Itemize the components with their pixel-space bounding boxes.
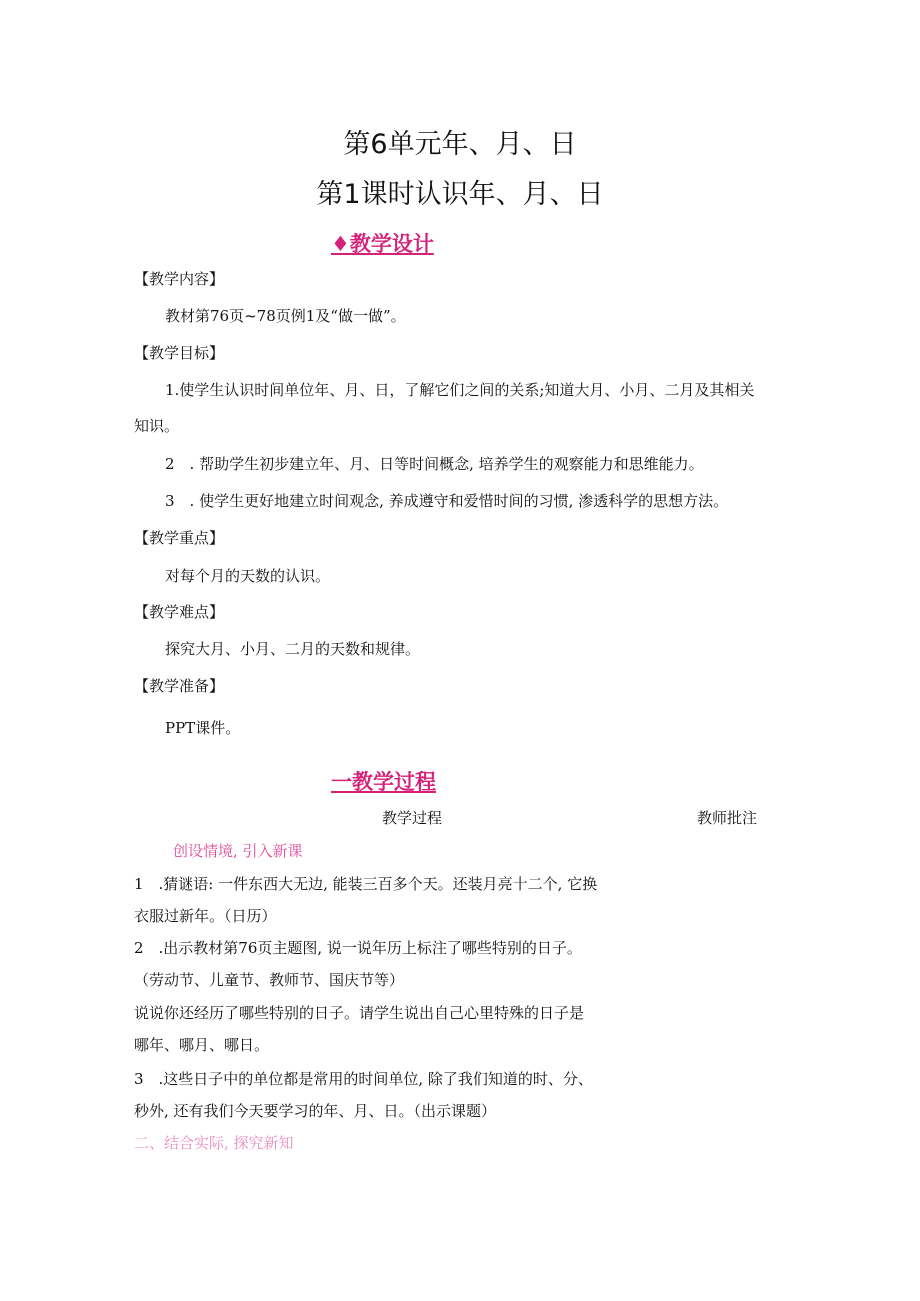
section-teaching-process: 一教学过程 — [331, 770, 436, 794]
key-points-text: 对每个月的天数的认识。 — [165, 567, 331, 585]
heading-teaching-goals: 【教学目标】 — [134, 344, 225, 362]
goal-2: 2 . 帮助学生初步建立年、月、日等时间概念, 培养学生的观察能力和思维能力。 — [165, 455, 704, 473]
heading-preparation: 【教学准备】 — [134, 677, 225, 695]
goal-1-line-2: 知识。 — [134, 417, 180, 435]
heading-difficulties: 【教学难点】 — [134, 603, 225, 621]
paragraph-2-line-4: 哪年、哪月、哪日。 — [134, 1036, 270, 1054]
step-2-title: 二、结合实际, 探究新知 — [134, 1134, 294, 1152]
paragraph-2-line-1: 2 .出示教材第76页主题图, 说一说年历上标注了哪些特别的日子。 — [134, 939, 582, 957]
paragraph-1-line-1: 1 .猜谜语: 一件东西大无边, 能装三百多个天。还装月亮十二个, 它换 — [134, 875, 598, 893]
section-teaching-design: ♦教学设计 — [331, 232, 434, 256]
heading-key-points: 【教学重点】 — [134, 529, 225, 547]
lesson-title: 第1课时认识年、月、日 — [316, 179, 604, 210]
column-header-notes: 教师批注 — [697, 809, 758, 827]
heading-teaching-content: 【教学内容】 — [134, 270, 225, 288]
paragraph-2-line-2: （劳动节、儿童节、教师节、国庆节等） — [134, 971, 405, 989]
goal-3: 3 . 使学生更好地建立时间观念, 养成遵守和爱惜时间的习惯, 渗透科学的思想方法。 — [165, 492, 729, 510]
goal-1-line-1: 1.使学生认识时间单位年、月、日，了解它们之间的关系;知道大月、小月、二月及其相关 — [165, 381, 755, 399]
paragraph-3-line-1: 3 .这些日子中的单位都是常用的时间单位, 除了我们知道的时、分、 — [134, 1070, 593, 1088]
step-1-title: 创设情境, 引入新课 — [173, 842, 303, 860]
paragraph-3-line-2: 秒外, 还有我们今天要学习的年、月、日。（出示课题） — [134, 1102, 497, 1120]
unit-title: 第6单元年、月、日 — [343, 129, 577, 160]
difficulties-text: 探究大月、小月、二月的天数和规律。 — [165, 640, 421, 658]
paragraph-2-line-3: 说说你还经历了哪些特别的日子。请学生说出自己心里特殊的日子是 — [134, 1004, 585, 1022]
paragraph-1-line-2: 衣服过新年。（日历） — [134, 907, 277, 925]
teaching-content-text: 教材第76页~78页例1及“做一做”。 — [165, 307, 406, 325]
column-header-process: 教学过程 — [382, 809, 443, 827]
preparation-text: PPT课件。 — [165, 719, 241, 737]
